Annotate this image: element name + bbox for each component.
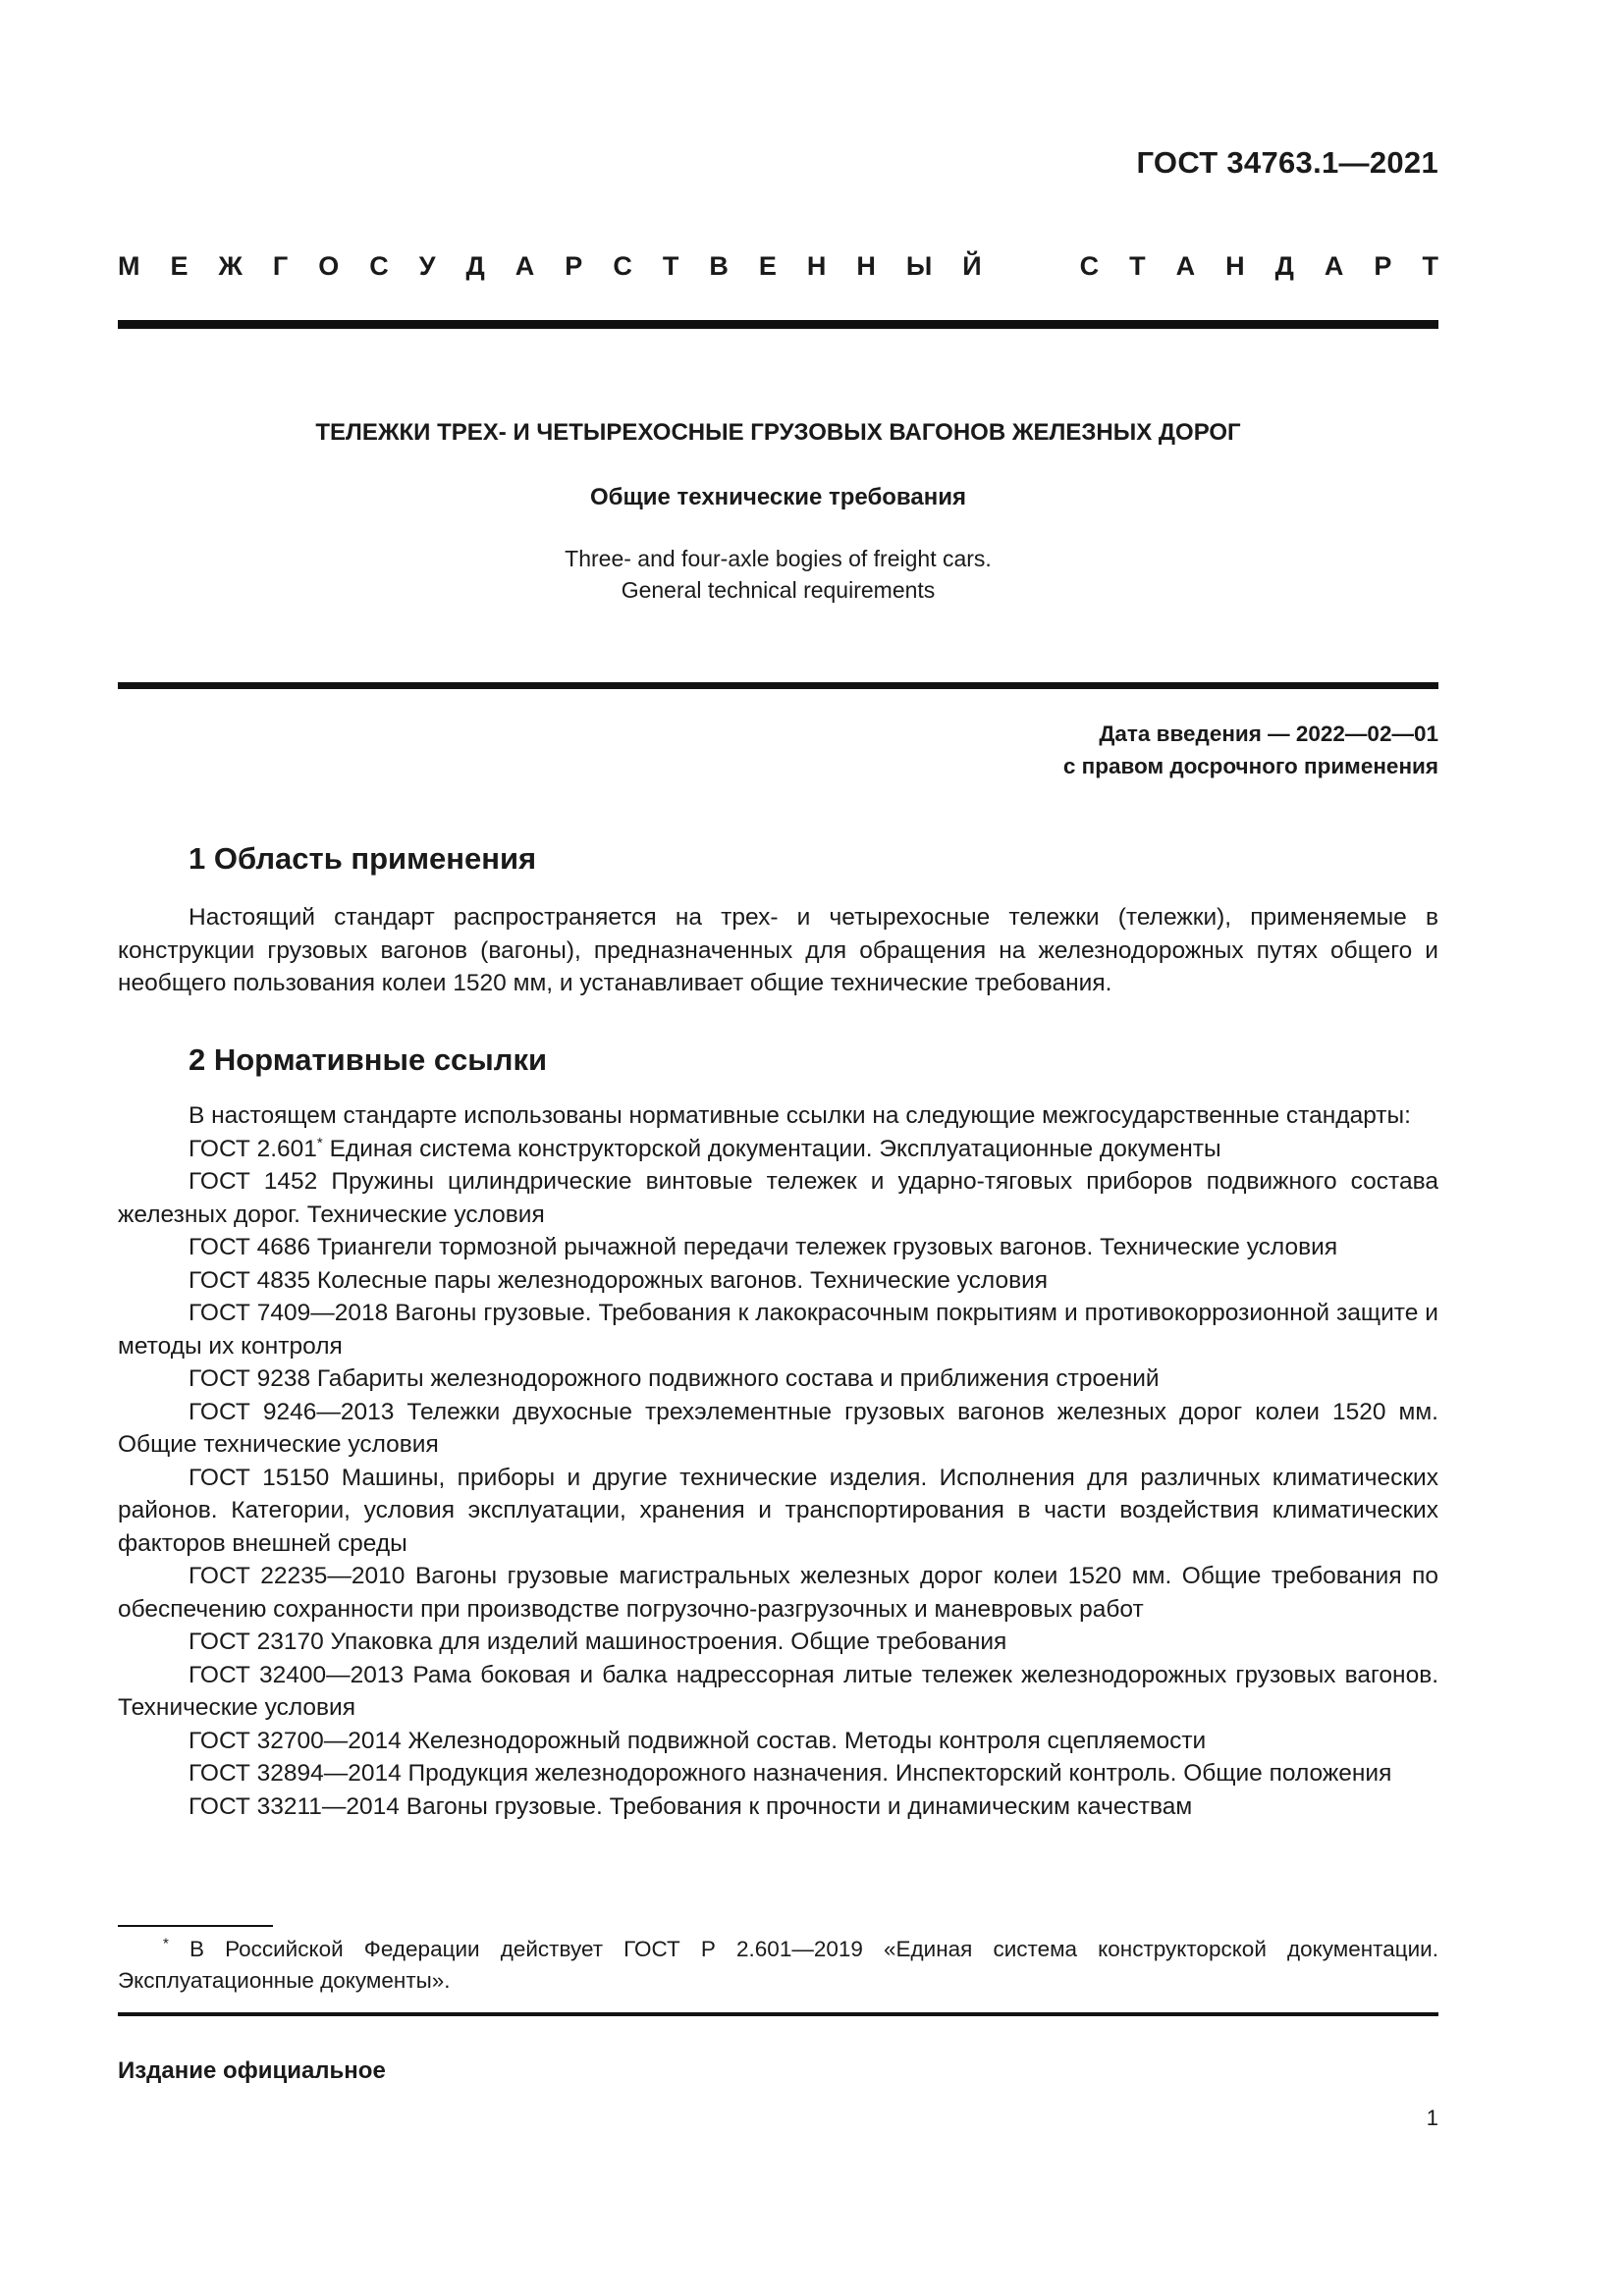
footer-divider xyxy=(118,2012,1438,2016)
reference-code: ГОСТ 15150 xyxy=(189,1464,330,1491)
top-divider xyxy=(118,320,1438,329)
reference-title: Машины, приборы и другие технические изделия. Исполнения для различных климатических районов. Категории, условия эксплуатации, хранения и транспортирования в части воздействия климатических факторов внешней среды xyxy=(118,1464,1438,1557)
standard-kind-letter: А xyxy=(1175,251,1196,281)
reference-item xyxy=(118,1462,1438,1561)
document-page xyxy=(118,0,1438,2296)
section-2-intro: В настоящем стандарте использованы нормативные ссылки на следующие межгосударственные стандарты: xyxy=(189,1102,1411,1129)
reference-code: ГОСТ 22235—2010 xyxy=(189,1563,406,1589)
standard-kind-letter: С xyxy=(369,251,389,281)
page-number: 1 xyxy=(1426,2106,1438,2130)
document-title: ТЕЛЕЖКИ ТРЕХ- И ЧЕТЫРЕХОСНЫЕ ГРУЗОВЫХ ВАГОНОВ ЖЕЛЕЗНЫХ ДОРОГ xyxy=(315,419,1241,446)
standard-kind-letter: А xyxy=(514,251,535,281)
reference-title: Габариты железнодорожного подвижного состава и приближения строений xyxy=(310,1365,1160,1392)
english-title-line-2: General technical requirements xyxy=(621,577,936,603)
standard-kind-letter: А xyxy=(1324,251,1344,281)
reference-code: ГОСТ 9238 xyxy=(189,1365,311,1392)
reference-code: ГОСТ 2.601 xyxy=(189,1135,317,1162)
reference-code: ГОСТ 1452 xyxy=(189,1168,318,1195)
reference-item xyxy=(118,1396,1438,1462)
reference-item xyxy=(118,1297,1438,1362)
standard-kind-letter: М xyxy=(118,251,140,281)
standard-kind-letter: Т xyxy=(662,251,679,281)
standard-kind-letter: Т xyxy=(1129,251,1146,281)
reference-item xyxy=(118,1264,1438,1298)
reference-title: Продукция железнодорожного назначения. Инспекторский контроль. Общие положения xyxy=(401,1760,1392,1787)
english-title-line-1: Three- and four-axle bogies of freight cars. xyxy=(565,546,992,571)
reference-title: Тележки двухосные трехэлементные грузовых вагонов железных дорог колеи 1520 мм. Общие технические условия xyxy=(118,1398,1438,1458)
standard-kind-letter: Е xyxy=(170,251,189,281)
normative-references-list xyxy=(118,1133,1438,1824)
reference-title: Упаковка для изделий машиностроения. Общие требования xyxy=(323,1629,1007,1655)
standard-kind-letter: Г xyxy=(272,251,289,281)
introduction-date: Дата введения — 2022—02—01 xyxy=(1099,721,1438,746)
standard-kind-letter: Т xyxy=(1422,251,1438,281)
title-divider xyxy=(118,682,1438,689)
section-1-heading: 1 Область применения xyxy=(189,841,537,876)
reference-code: ГОСТ 9246—2013 xyxy=(189,1398,395,1425)
standard-kind-letter: Р xyxy=(565,251,583,281)
reference-code: ГОСТ 33211—2014 xyxy=(189,1792,400,1820)
standard-kind-letter: Н xyxy=(856,251,876,281)
reference-code: ГОСТ 23170 xyxy=(189,1629,324,1655)
reference-title: Единая система конструкторской документации. Эксплуатационные документы xyxy=(322,1135,1221,1162)
standard-kind-letter: Й xyxy=(962,251,982,281)
introduction-date-block xyxy=(1063,718,1438,782)
section-1-body xyxy=(118,901,1438,1000)
footnote-paragraph xyxy=(118,1934,1438,1997)
standard-kind-letter: Д xyxy=(1274,251,1294,281)
reference-title: Рама боковая и балка надрессорная литые тележек железнодорожных грузовых вагонов. Технические условия xyxy=(118,1661,1439,1721)
reference-footnote-mark: * xyxy=(316,1134,323,1151)
reference-item xyxy=(118,1659,1438,1725)
early-application-note: с правом досрочного применения xyxy=(1062,754,1438,778)
standard-kind-letter: С xyxy=(613,251,632,281)
standard-kind-letter: Д xyxy=(465,251,485,281)
footnote-separator xyxy=(118,1925,273,1927)
reference-item xyxy=(118,1626,1438,1659)
standard-kind-line xyxy=(118,251,1438,282)
reference-title: Триангели тормозной рычажной передачи тележек грузовых вагонов. Технические условия xyxy=(310,1234,1338,1260)
standard-kind-letter: Ы xyxy=(905,251,933,281)
footnote-mark: * xyxy=(163,1935,169,1952)
standard-kind-letter: У xyxy=(418,251,436,281)
reference-title: Колесные пары железнодорожных вагонов. Технические условия xyxy=(310,1266,1049,1294)
reference-code: ГОСТ 7409—2018 xyxy=(189,1300,389,1326)
reference-code: ГОСТ 32700—2014 xyxy=(189,1727,402,1754)
section-1-paragraph: Настоящий стандарт распространяется на трех- и четырехосные тележки (тележки), применяемые в конструкции грузовых вагонов (вагоны), предназначенных для обращения на железнодорожных путях общего и необщего пользования колеи 1520 мм, и устанавливает общие технические требования. xyxy=(118,904,1438,996)
english-title xyxy=(118,543,1438,606)
reference-title: Вагоны грузовые. Требования к лакокрасочным покрытиям и противокоррозионной защите и методы их контроля xyxy=(118,1300,1438,1360)
official-edition-label: Издание официальное xyxy=(118,2057,386,2084)
reference-title: Вагоны грузовые магистральных железных дорог колеи 1520 мм. Общие требования по обеспечению сохранности при производстве погрузочно-разгрузочных и маневровых работ xyxy=(118,1563,1438,1623)
section-2-body xyxy=(118,1099,1438,1823)
word-gap xyxy=(1012,251,1050,282)
reference-code: ГОСТ 4835 xyxy=(189,1266,311,1294)
reference-item xyxy=(118,1790,1438,1824)
reference-item xyxy=(118,1362,1438,1396)
standard-kind-letter: С xyxy=(1079,251,1100,281)
footnote xyxy=(118,1934,1438,1997)
footnote-text: В Российской Федерации действует ГОСТ Р 2.601—2019 «Единая система конструкторской документации. Эксплуатационные документы». xyxy=(118,1937,1438,1993)
standard-kind-letter: В xyxy=(709,251,729,281)
reference-code: ГОСТ 32400—2013 xyxy=(189,1661,405,1688)
standard-kind-letter: О xyxy=(318,251,340,281)
reference-title: Железнодорожный подвижной состав. Методы контроля сцепляемости xyxy=(401,1727,1207,1754)
document-number: ГОСТ 34763.1—2021 xyxy=(1136,145,1438,180)
reference-item xyxy=(118,1165,1438,1231)
document-subtitle: Общие технические требования xyxy=(590,484,966,510)
reference-code: ГОСТ 32894—2014 xyxy=(189,1760,402,1787)
reference-item xyxy=(118,1560,1438,1626)
reference-title: Вагоны грузовые. Требования к прочности и динамическим качествам xyxy=(399,1792,1193,1820)
reference-title: Пружины цилиндрические винтовые тележек и ударно-тяговых приборов подвижного состава железных дорог. Технические условия xyxy=(118,1168,1438,1228)
standard-kind-letter: Н xyxy=(1225,251,1245,281)
reference-item xyxy=(118,1133,1438,1166)
section-2-heading: 2 Нормативные ссылки xyxy=(189,1042,548,1077)
standard-kind-letter: Р xyxy=(1374,251,1392,281)
standard-kind-letter: Е xyxy=(758,251,777,281)
reference-item xyxy=(118,1231,1438,1264)
standard-kind-letter: Н xyxy=(806,251,827,281)
reference-item xyxy=(118,1725,1438,1758)
reference-item xyxy=(118,1757,1438,1790)
standard-kind-letter: Ж xyxy=(218,251,243,281)
reference-code: ГОСТ 4686 xyxy=(189,1234,311,1260)
